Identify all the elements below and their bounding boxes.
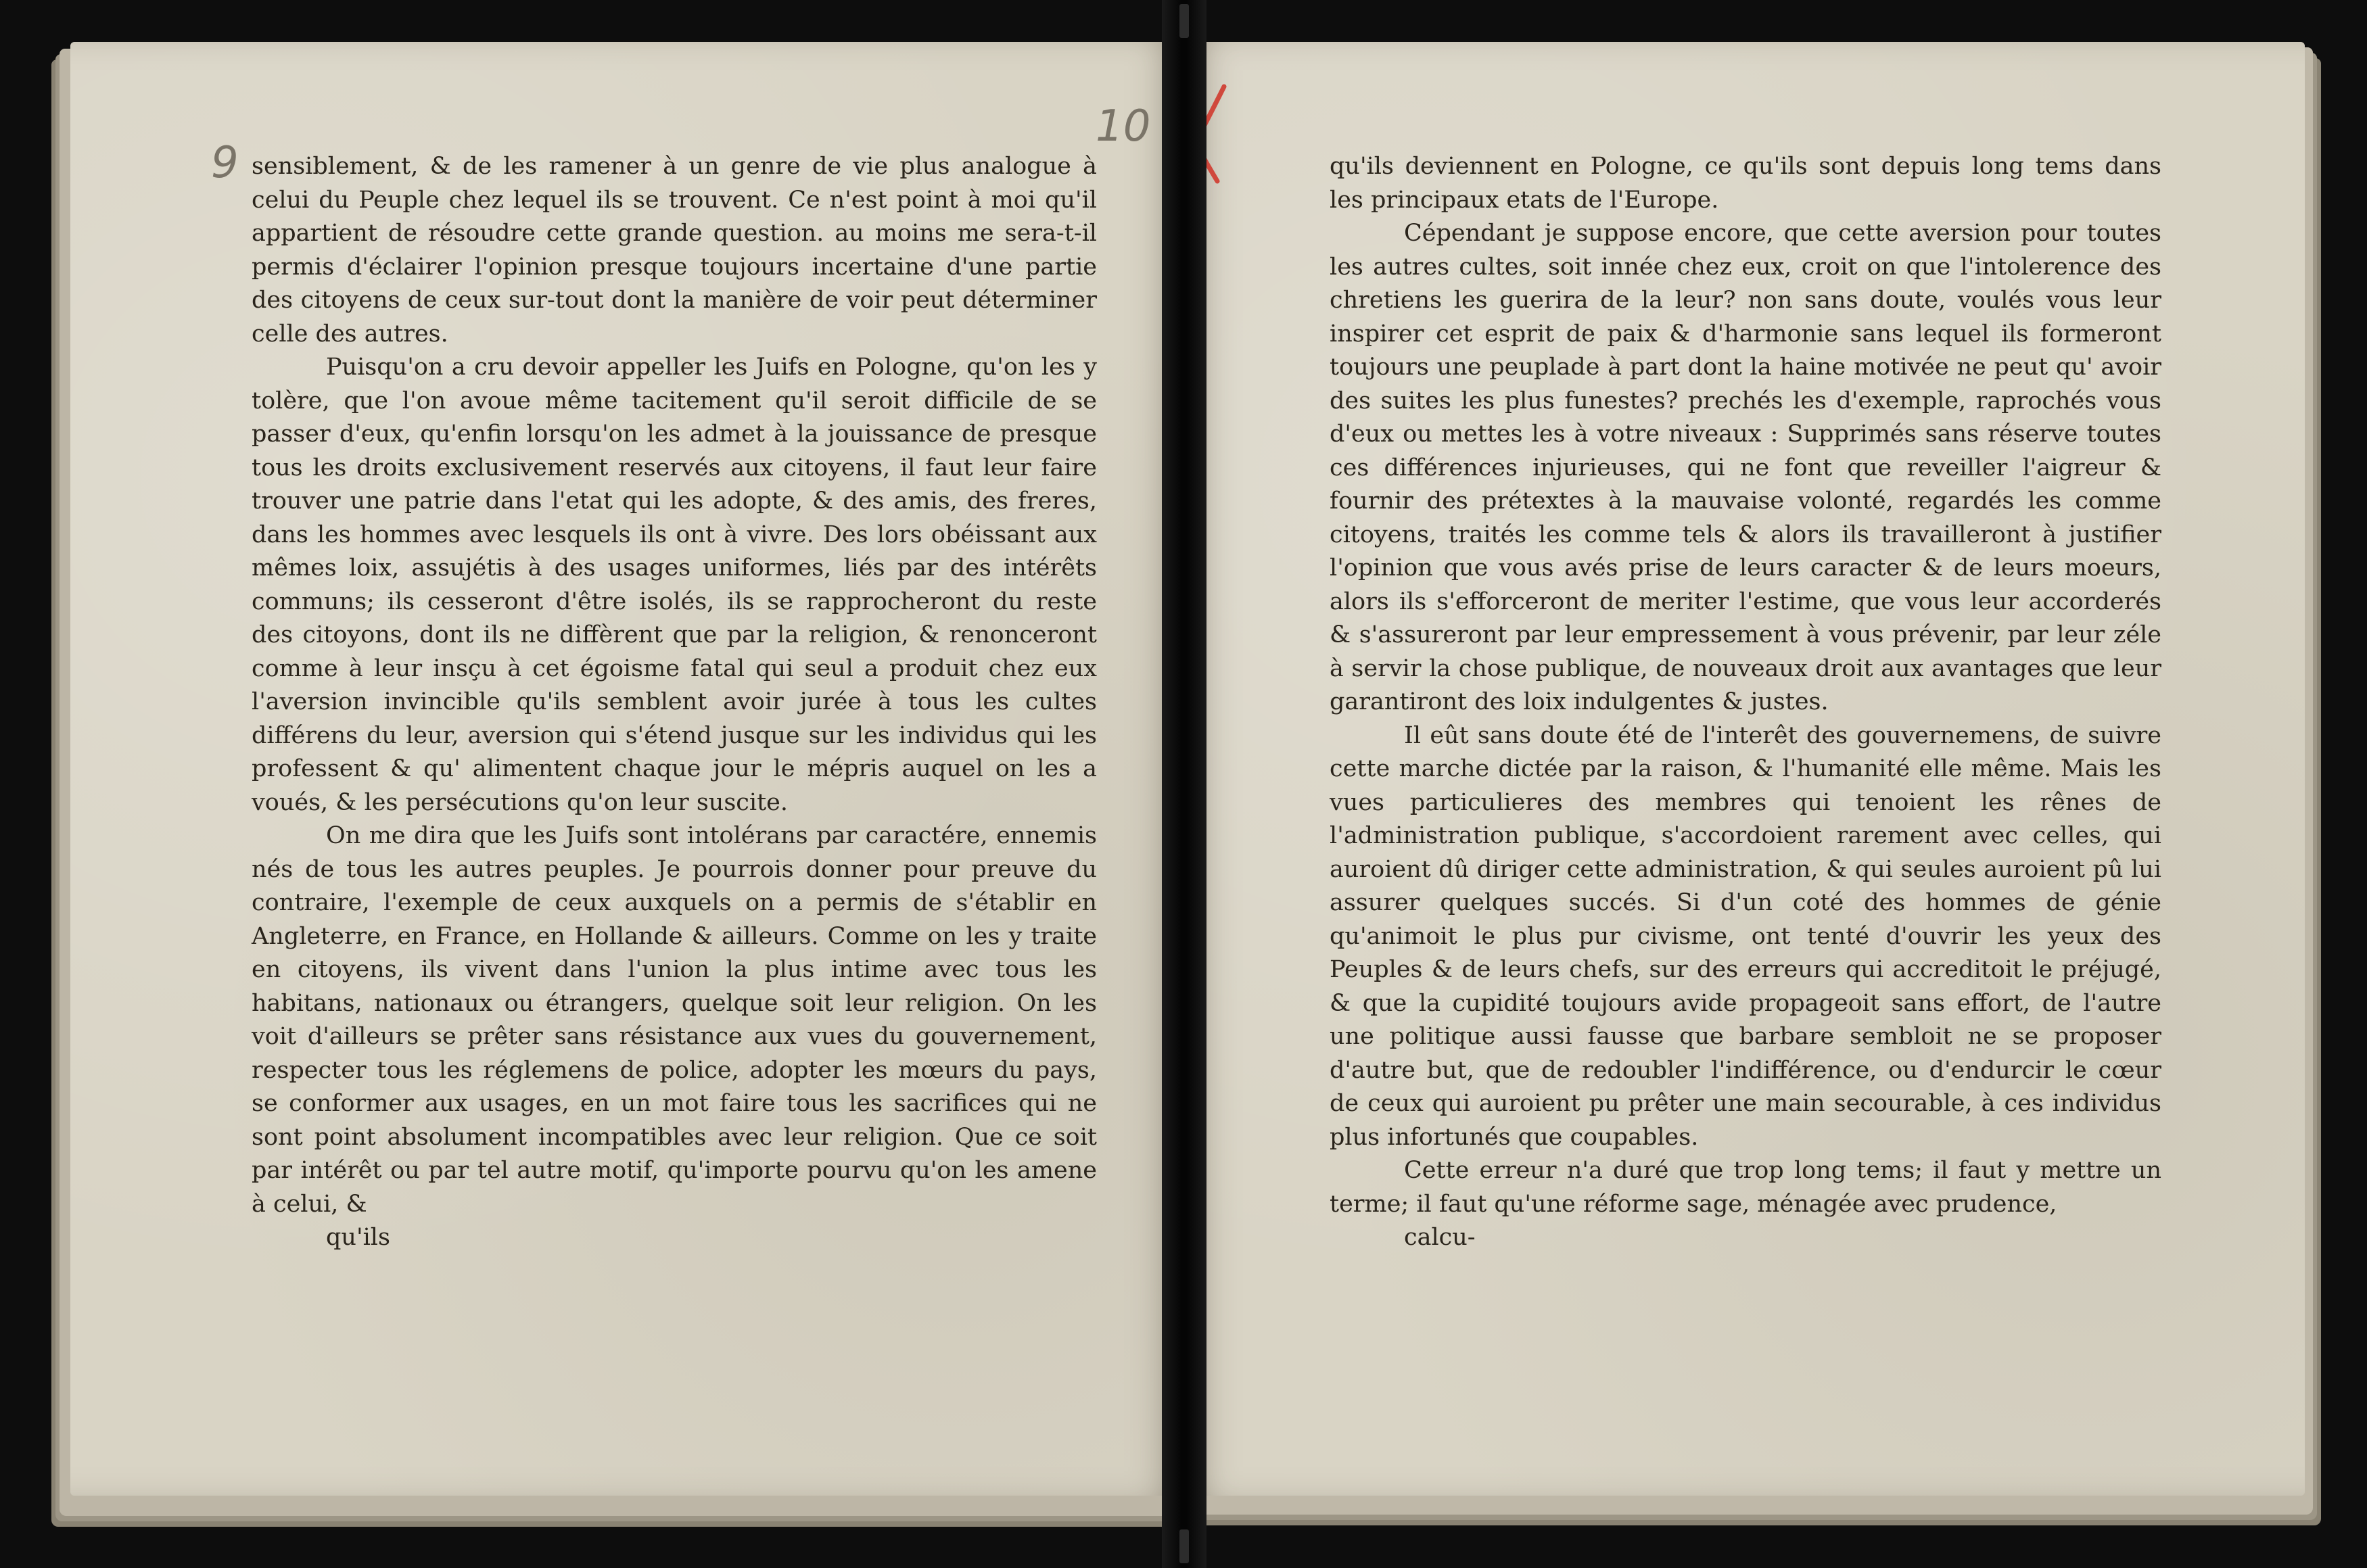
left-page-text [252, 150, 1097, 1255]
binding-clip-top [1179, 4, 1189, 38]
left-catchword: qu'ils [326, 1224, 390, 1251]
right-paragraph-3: Il eût sans doute été de l'interêt des gouvernemens, de suivre cette marche dictée par la raison, & l'humanité elle même. Mais les vues particulieres des membres qui tenoient les rênes de l'administration publique, s'accordoient rarement avec celles, qui auroient dû diriger cette administration, & qui seules auroient pû lui assurer quelques succés. Si d'un coté des hommes de génie qu'animoit le plus pur civisme, ont tenté d'ouvrir les yeux des Peuples & de leurs chefs, sur des erreurs qui accreditoit le préjugé, & que la cupidité toujours avide propageoit sans effort, de l'autre une politique aussi fausse que barbare sembloit ne se proposer d'autre but, que de redoubler l'indifférence, ou d'endurcir le cœur de ceux qui auroient pu prêter une main secourable, à ces individus plus infortunés que coupables. [1330, 721, 2161, 1151]
book-gutter [1162, 0, 1206, 1568]
right-folio-number: 10 [1096, 101, 1151, 151]
left-paragraph-2: Puisqu'on a cru devoir appeller les Juifs en Pologne, qu'on les y tolère, que l'on avoue même tacitement qu'il seroit difficile de se passer d'eux, qu'enfin lorsqu'on les admet à la jouissance de presque tous les droits exclusivement reservés aux citoyens, il faut leur faire trouver une patrie dans l'etat qui les adopte, & des amis, des freres, dans les hommes avec lesquels ils ont à vivre. Des lors obéissant aux mêmes loix, assujétis à des usages uniformes, liés par des intérêts communs; ils cesseront d'être isolés, ils se rapprocheront du reste des citoyons, dont ils ne diffèrent que par la religion, & renonceront comme à leur insçu à cet égoisme fatal qui seul a produit chez eux l'aversion invincible qu'ils semblent avoir jurée à tous les cultes différens du leur, aversion qui s'étend jusque sur les individus qui les professent & qu' alimentent chaque jour le mépris auquel on les a voués, & les persécutions qu'on leur suscite. [252, 354, 1097, 816]
left-paragraph-3: On me dira que les Juifs sont intolérans par caractére, ennemis nés de tous les autres peuples. Je pourrois donner pour preuve du contraire, l'exemple de ceux auxquels on a permis de s'établir en Angleterre, en France, en Hollande & ailleurs. Comme on les y traite en citoyens, ils vivent dans l'union la plus intime avec tous les habitans, nationaux ou étrangers, quelque soit leur religion. On les voit d'ailleurs se prêter sans résistance aux vues du gouvernement, respecter tous les réglemens de police, adopter les mœurs du pays, se conformer aux usages, en un mot faire tous les sacrifices qui ne sont point absolument incompatibles avec leur religion. Que ce soit par intérêt ou par tel autre motif, qu'importe pourvu qu'on les amene à celui, & [252, 822, 1097, 1218]
right-paragraph-2: Cépendant je suppose encore, que cette aversion pour toutes les autres cultes, soit innée chez eux, croit on que l'intolerence des chretiens les guerira de la leur? non sans doute, voulés vous leur inspirer cet esprit de paix & d'harmonie sans lequel ils formeront toujours une peuplade à part dont la haine motivée ne peut qu' avoir des suites les plus funestes? prechés les d'exemple, raprochés vous d'eux ou mettes les à votre niveaux : Supprimés sans réserve toutes ces différences injurieuses, qui ne font que reveiller l'aigreur & fournir des prétextes à la mauvaise volonté, regardés les comme citoyens, traités les comme tels & alors ils travailleront à justifier l'opinion que vous avés prise de leurs caracter & de leurs moeurs, alors ils s'efforceront de meriter l'estime, que vous leur accorderés & s'assureront par leur empressement à vous prévenir, par leur zéle à servir la chose publique, de nouveaux droit aux avantages que leur garantiront des loix indulgentes & justes. [1330, 220, 2161, 715]
left-page [70, 42, 1179, 1496]
left-folio-number: 9 [211, 138, 239, 188]
right-page-text [1330, 150, 2161, 1255]
right-paragraph-1: qu'ils deviennent en Pologne, ce qu'ils sont depuis long tems dans les principaux etats de l'Europe. [1330, 153, 2161, 214]
right-paragraph-4: Cette erreur n'a duré que trop long tems; il faut y mettre un terme; il faut qu'une réforme sage, ménagée avec prudence, [1330, 1157, 2161, 1218]
left-paragraph-1: sensiblement, & de les ramener à un genre de vie plus analogue à celui du Peuple chez lequel ils se trouvent. Ce n'est point à moi qu'il appartient de résoudre cette grande question. au moins me sera-t-il permis d'éclairer l'opinion presque toujours incertaine d'une partie des citoyens de ceux sur-tout dont la manière de voir peut déterminer celle des autres. [252, 153, 1097, 348]
right-catchword: calcu- [1404, 1224, 1476, 1251]
right-page [1188, 42, 2305, 1496]
binding-clip-bottom [1179, 1529, 1189, 1563]
